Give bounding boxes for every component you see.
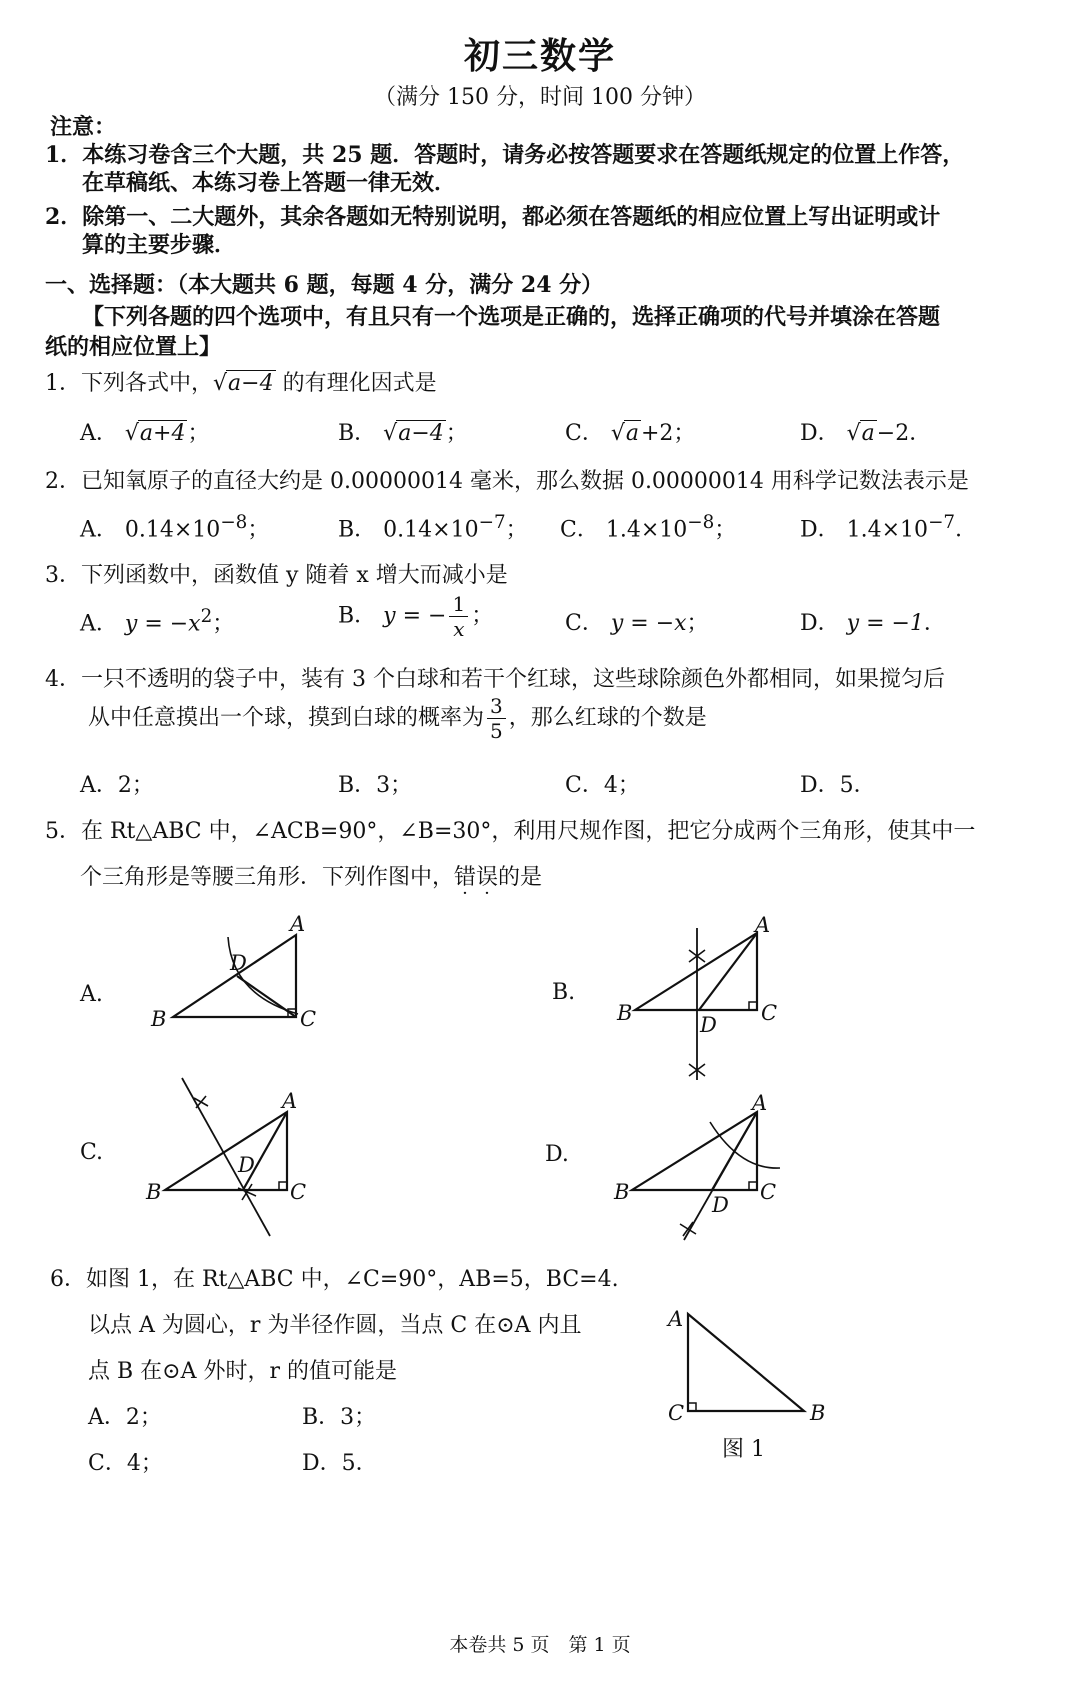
q6-option-d: D．5． (302, 1451, 378, 1476)
q1-option-b: B． √a−4； (338, 421, 468, 446)
q4-option-a: A．2； (80, 773, 154, 798)
fig1-vertex-a: A (668, 1307, 684, 1331)
figure-c-label: C. (80, 1140, 104, 1165)
question-4-stem-line2: 从中任意摸出一个球，摸到白球的概率为 $\frac{3}{5}$ ，那么红球的个数是 (88, 694, 707, 743)
page-subtitle: （满分 150 分，时间 100 分钟） (374, 85, 706, 110)
emphasis-char-1: 错 (454, 865, 477, 890)
fig-d-vertex-a: A (752, 1091, 768, 1115)
fig-a-vertex-c: C (300, 1007, 317, 1031)
fig-d-vertex-c: C (760, 1180, 777, 1204)
fig-b-vertex-b: B (617, 1001, 633, 1025)
fig1-vertex-b: B (810, 1401, 826, 1425)
question-5-stem-line2: 个三角形是等腰三角形．下列作图中，错误的是 (80, 865, 543, 890)
emphasis-char-2: 误 (476, 865, 499, 890)
figure-1-caption: 图 1 (722, 1437, 765, 1462)
figure-d-construction (612, 1080, 792, 1250)
figure-1-triangle (660, 1300, 840, 1430)
q6-option-a: A．2； (88, 1405, 162, 1430)
page-footer: 本卷共 5 页 第 1 页 (449, 1634, 631, 1656)
q1-option-c: C． √a+2； (565, 421, 696, 446)
q1-radicand: a−4 (228, 371, 274, 396)
q1-option-d: D． √a−2． (800, 421, 932, 446)
question-2-stem: 2．已知氧原子的直径大约是 0.00000014 毫米，那么数据 0.00000014 用科学记数法表示是 (45, 469, 969, 494)
q3-option-c: C． y = −x； (565, 611, 709, 636)
page-title: 初三数学 (463, 35, 616, 77)
question-6-stem-line2: 以点 A 为圆心，r 为半径作圆，当点 C 在⊙A 内且 (88, 1313, 582, 1338)
q6-option-c: C．4； (88, 1451, 163, 1476)
q4-option-c: C．4； (565, 773, 640, 798)
fig-b-vertex-c: C (761, 1001, 778, 1025)
section-instruction-line1: 【下列各题的四个选项中，有且只有一个选项是正确的，选择正确项的代号并填涂在答题 (82, 304, 941, 330)
figure-a-label: A. (80, 982, 103, 1007)
question-5-stem-line1: 5．在 Rt△ABC 中，∠ACB=90°，∠B=30°，利用尺规作图，把它分成两个三角形，使其中一 (45, 819, 976, 844)
notice-item1-line1: 1．本练习卷含三个大题，共 25 题．答题时，请务必按答题要求在答题纸规定的位置上作答， (45, 142, 965, 168)
q2-option-b: B． $0.14\times 10^{-7}$； (338, 512, 528, 543)
fig-c-vertex-a: A (282, 1089, 298, 1113)
fig-c-vertex-b: B (146, 1180, 162, 1204)
fig-c-vertex-c: C (290, 1180, 307, 1204)
fig-d-vertex-d: D (712, 1193, 729, 1217)
question-1-stem: 1．下列各式中，√a−4 的有理化因式是 (45, 371, 437, 396)
section-heading: 一、选择题：（本大题共 6 题，每题 4 分，满分 24 分） (45, 272, 604, 298)
fig-a-vertex-a: A (290, 912, 306, 936)
figure-d-label: D. (545, 1142, 569, 1167)
notice-item2-line1: 2．除第一、二大题外，其余各题如无特别说明，都必须在答题纸的相应位置上写出证明或计 (45, 204, 941, 230)
q3-option-b: B． y = − $\frac{1}{x}$ ； (338, 592, 494, 641)
fig-a-vertex-d: D (230, 951, 247, 975)
q3-option-d: D． y = −1． (800, 611, 946, 636)
question-6-stem-line3: 点 B 在⊙A 外时，r 的值可能是 (88, 1359, 397, 1384)
question-4-stem-line1: 4．一只不透明的袋子中，装有 3 个白球和若干个红球，这些球除颜色外都相同，如果搅匀后 (45, 667, 945, 692)
q2-option-d: D． $1.4\times 10^{-7}$． (800, 512, 978, 543)
fig1-vertex-c: C (668, 1401, 685, 1425)
figure-a-construction (140, 910, 340, 1040)
q4-option-d: D．5． (800, 773, 876, 798)
fig-d-vertex-b: B (614, 1180, 630, 1204)
section-instruction-line2: 纸的相应位置上】 (45, 334, 222, 360)
q3-option-a: A． $y = -x^2$； (80, 606, 235, 637)
q4-option-b: B．3； (338, 773, 413, 798)
fig-c-vertex-d: D (238, 1153, 255, 1177)
q1-option-a: A． √a+4； (80, 421, 210, 446)
fig-b-vertex-a: A (755, 915, 771, 937)
q6-option-b: B．3； (302, 1405, 377, 1430)
q2-option-c: C． $1.4\times 10^{-8}$； (560, 512, 737, 543)
notice-item2-line2: 算的主要步骤． (82, 232, 237, 258)
figure-b-label: B. (552, 980, 576, 1005)
q2-option-a: A． $0.14\times 10^{-8}$； (80, 512, 270, 543)
notice-heading: 注意： (50, 114, 117, 140)
notice-item1-line2: 在草稿纸、本练习卷上答题一律无效． (82, 170, 457, 196)
question-6-stem-line1: 6．如图 1，在 Rt△ABC 中，∠C=90°，AB=5，BC=4. (50, 1267, 619, 1292)
fig-b-vertex-d: D (700, 1013, 717, 1037)
question-3-stem: 3．下列函数中，函数值 y 随着 x 增大而减小是 (45, 563, 508, 588)
fig-a-vertex-b: B (151, 1007, 167, 1031)
figure-c-construction (140, 1070, 340, 1250)
figure-b-construction (612, 915, 792, 1095)
